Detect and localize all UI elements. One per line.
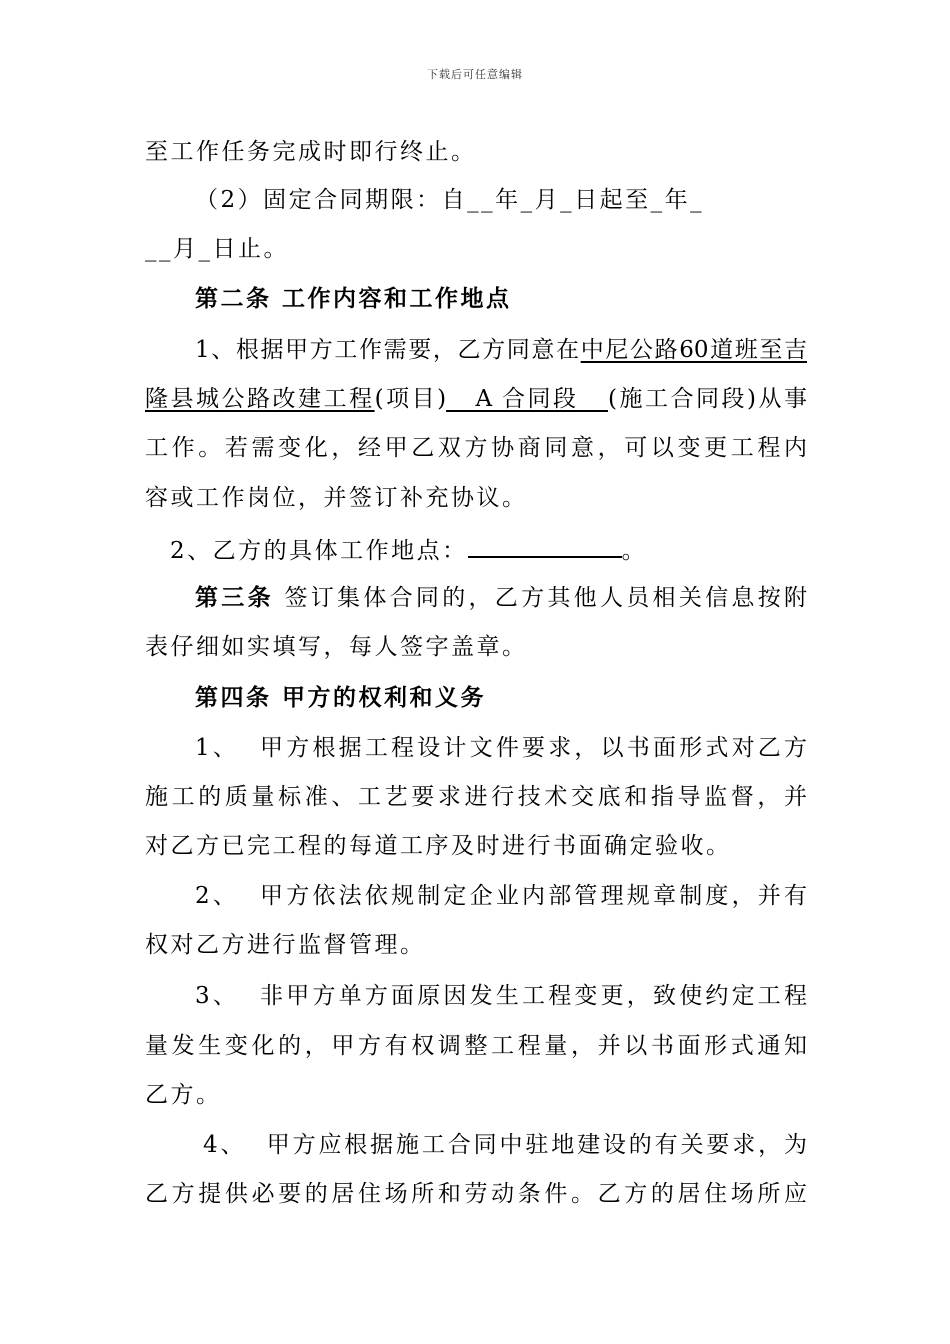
line-text: 2、乙方的具体工作地点：: [170, 538, 468, 564]
paragraph-line: 乙方。: [145, 1082, 222, 1108]
paragraph-line: 对乙方已完工程的每道工序及时进行书面确定验收。: [145, 833, 732, 859]
paragraph-line: 权对乙方进行监督管理。: [145, 932, 426, 958]
paragraph-line: 表仔细如实填写，每人签字盖章。: [145, 634, 528, 660]
paragraph-line: 4、 甲方应根据施工合同中驻地建设的有关要求，为: [203, 1132, 807, 1158]
line-text: 1、根据甲方工作需要，乙方同意在: [195, 337, 581, 363]
article-3-title: 第三条: [195, 584, 274, 611]
paragraph-line: （2）固定合同期限：自__年_月_日起至_年_: [195, 187, 705, 213]
project-name-part1: 中尼公路60道班至吉: [580, 337, 807, 363]
paragraph-line: 量发生变化的，甲方有权调整工程量，并以书面形式通知: [145, 1033, 807, 1059]
line-text: (施工合同段)从事: [607, 386, 807, 412]
contract-section: A 合同段: [446, 386, 608, 412]
paragraph-line: 3、 非甲方单方面原因发生工程变更，致使约定工程: [195, 983, 807, 1009]
paragraph-line: [170, 534, 647, 566]
paragraph-line: 容或工作岗位，并签订补充协议。: [145, 485, 528, 511]
work-location-blank: [468, 534, 622, 558]
paragraph-line: 工作。若需变化，经甲乙双方协商同意，可以变更工程内: [145, 435, 807, 461]
paragraph-line: 1、 甲方根据工程设计文件要求，以书面形式对乙方: [195, 735, 807, 761]
page-header: 下载后可任意编辑: [427, 68, 523, 81]
paragraph-line: 至工作任务完成时即行终止。: [145, 139, 477, 165]
paragraph-line: __月_日止。: [145, 236, 289, 262]
article-4-title: 第四条 甲方的权利和义务: [195, 684, 487, 711]
line-text: 。: [621, 538, 648, 564]
paragraph-line: 乙方提供必要的居住场所和劳动条件。乙方的居住场所应: [145, 1181, 807, 1207]
project-name-part2: 隆县城公路改建工程: [145, 386, 375, 412]
paragraph-line: [195, 335, 807, 365]
line-text: (项目): [374, 386, 447, 412]
paragraph-line: 施工的质量标准、工艺要求进行技术交底和指导监督，并: [145, 784, 807, 810]
line-text: 签订集体合同的，乙方其他人员相关信息按附: [273, 585, 808, 611]
paragraph-line: [145, 384, 807, 414]
article-2-title: 第二条 工作内容和工作地点: [195, 285, 512, 312]
paragraph-line: [195, 583, 807, 613]
paragraph-line: 2、 甲方依法依规制定企业内部管理规章制度，并有: [195, 883, 807, 909]
